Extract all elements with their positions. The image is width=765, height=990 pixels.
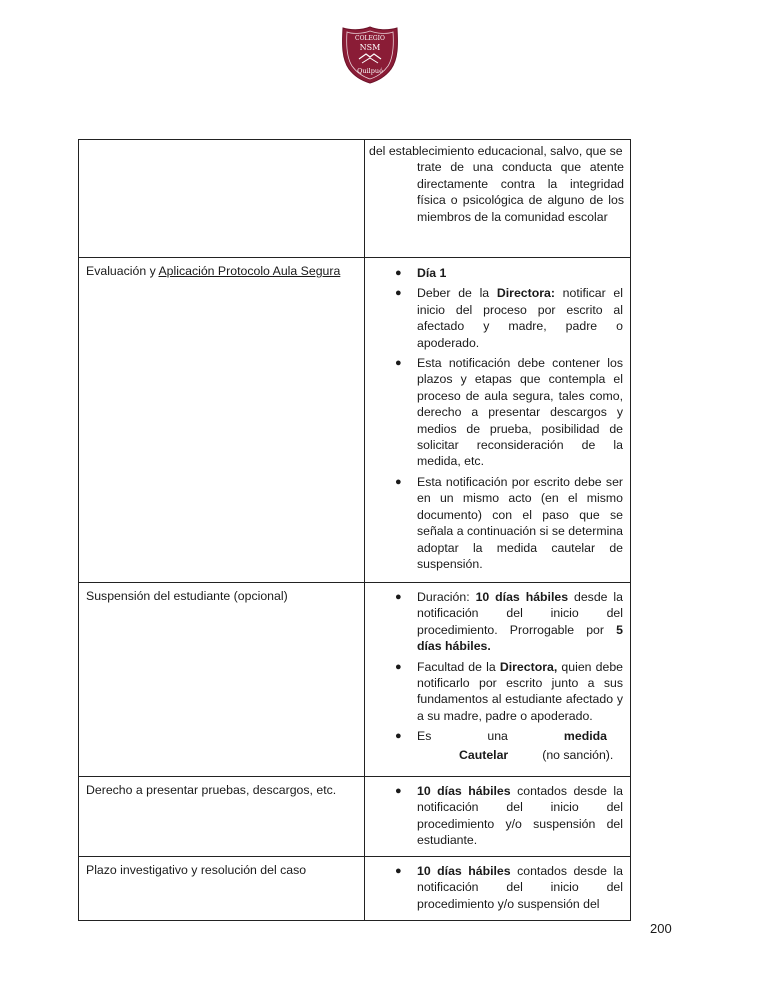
row-label: Derecho a presentar pruebas, descargos, etc. <box>79 777 365 857</box>
row-content <box>365 583 631 777</box>
table-row <box>79 583 631 777</box>
protocol-link[interactable]: Aplicación Protocolo Aula Segura <box>158 264 341 278</box>
list-item: ● Día 1 <box>395 265 623 281</box>
page-number: 200 <box>650 921 672 936</box>
list-item: ● 10 días hábiles contados desde la notificación del inicio del procedimiento y/o suspensión del estudiante. <box>395 783 623 849</box>
table-row <box>79 777 631 857</box>
protocol-table <box>78 139 631 921</box>
list-item: ● Deber de la Directora: notificar el inicio del proceso por escrito al afectado y madre, padre o apoderado. <box>395 285 623 351</box>
list-item: ● Esta notificación debe contener los plazos y etapas que contempla el proceso de aula segura, tales como, derecho a presentar descargos y medios de prueba, posibilidad de solicitar reconsideración de la medida, etc. <box>395 355 623 470</box>
row-content <box>365 857 631 921</box>
list-item: ● Esta notificación por escrito debe ser en un mismo acto (en el mismo documento) con el paso que se señala a continuación si se determina adoptar la medida cautelar de suspensión. <box>395 474 623 572</box>
continuation-text: trate de una conducta que atente directamente contra la integridad física o psicológica de alguno de los miembros de la comunidad escolar <box>417 160 624 224</box>
row-label-text: Evaluación y <box>86 264 159 278</box>
table-row <box>79 258 631 583</box>
row-label: Suspensión del estudiante (opcional) <box>79 583 365 777</box>
continuation-first-line: del establecimiento educacional, salvo, que se <box>369 144 623 158</box>
row-label: Plazo investigativo y resolución del caso <box>79 857 365 921</box>
row-content <box>365 140 631 258</box>
row-content <box>365 777 631 857</box>
logo-text-colegio: COLEGIO <box>355 35 385 42</box>
logo-text-nsm: NSM <box>359 43 381 52</box>
list-item: ● Es una medida Cautelar (no sanción). <box>395 728 623 763</box>
logo-text-quilpue: Quilpué <box>357 67 383 75</box>
table-row <box>79 140 631 258</box>
row-label <box>79 258 365 583</box>
row-content <box>365 258 631 583</box>
row-label <box>79 140 365 258</box>
list-item: ● Facultad de la Directora, quien debe notificarlo por escrito junto a sus fundamentos al estudiante afectado y a su madre, padre o apoderado. <box>395 659 623 725</box>
list-item: ● 10 días hábiles contados desde la notificación del inicio del procedimiento y/o suspensión del <box>395 863 623 912</box>
school-crest-logo <box>339 25 401 85</box>
list-item: ● Duración: 10 días hábiles desde la notificación del inicio del procedimiento. Prorrogable por 5 días hábiles. <box>395 589 623 655</box>
table-row <box>79 857 631 921</box>
